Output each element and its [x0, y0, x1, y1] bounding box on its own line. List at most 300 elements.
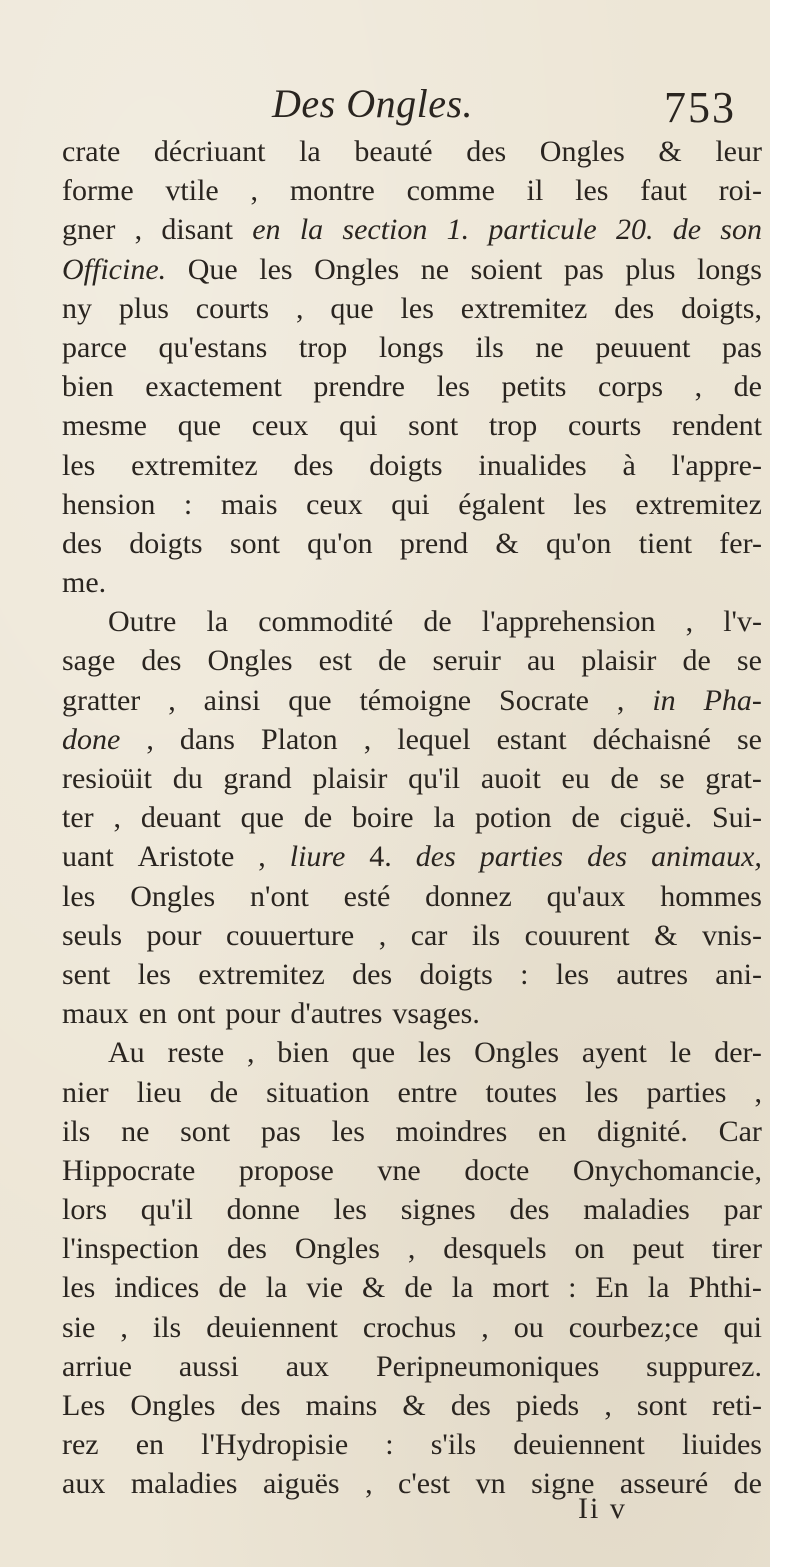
- word: der-: [714, 1036, 762, 1070]
- running-title: Des Ongles.: [272, 81, 474, 126]
- word: sont: [636, 1389, 687, 1422]
- text-line: [62, 1151, 762, 1190]
- word: plaisir: [581, 644, 657, 678]
- word: :: [385, 1428, 394, 1462]
- word: doigts: [369, 448, 443, 482]
- word: signes: [400, 1193, 476, 1227]
- word: les: [333, 1193, 367, 1227]
- word: ils: [471, 918, 501, 952]
- word: &: [362, 1271, 386, 1305]
- word: se: [736, 722, 762, 756]
- word: les: [62, 1271, 96, 1305]
- word: ciguë.: [619, 801, 693, 835]
- word: hension: [62, 487, 156, 521]
- word: couuerture: [225, 918, 355, 952]
- word: tirer: [712, 1232, 762, 1266]
- word: mesme: [62, 409, 147, 443]
- word: hommes: [660, 879, 762, 913]
- word: ny: [62, 291, 92, 325]
- word: :: [183, 487, 193, 521]
- text-line-content: [62, 171, 762, 210]
- text-line-content: [62, 1073, 762, 1112]
- word: de: [303, 801, 333, 835]
- word: c'est: [398, 1467, 451, 1501]
- text-line-content: [62, 1268, 762, 1307]
- page-number: 753: [664, 83, 736, 132]
- word: ,: [113, 801, 121, 835]
- word: des: [141, 644, 182, 678]
- text-line-content: [62, 210, 762, 249]
- text-line: [62, 524, 762, 563]
- word: ils: [62, 1114, 91, 1148]
- word: lors: [62, 1193, 107, 1227]
- word: fer-: [719, 526, 762, 560]
- word: ,: [246, 1036, 255, 1070]
- word: crochus: [362, 1310, 457, 1344]
- word: autres: [616, 957, 688, 991]
- word: la: [451, 1271, 474, 1305]
- text-line-content: [62, 563, 762, 602]
- word: ani-: [715, 957, 762, 991]
- text-line-content: [62, 798, 762, 837]
- word: à: [622, 448, 636, 482]
- word: qu'il: [140, 1193, 193, 1227]
- word: de: [423, 605, 452, 639]
- word: de: [209, 1075, 239, 1109]
- word: mort: [492, 1271, 550, 1305]
- word: couurent: [524, 918, 630, 952]
- word: de: [404, 1271, 433, 1305]
- word: par: [723, 1193, 762, 1227]
- word: sent: [62, 957, 111, 991]
- text-line-content: [62, 406, 762, 445]
- text-line-content: [62, 250, 762, 289]
- word: Ongles: [294, 1232, 380, 1266]
- word: l'appre-: [671, 448, 762, 482]
- word: bien: [62, 370, 114, 404]
- text-line: [62, 759, 762, 798]
- word: deuiennent: [206, 1310, 338, 1344]
- word: auoit: [480, 762, 541, 795]
- word: ne: [121, 1114, 150, 1148]
- word: Socrate: [499, 683, 589, 717]
- word: seruir: [432, 644, 501, 678]
- text-line-content: [62, 681, 762, 720]
- word: l'apprehension: [481, 605, 656, 639]
- word: que: [330, 291, 374, 325]
- word: de: [378, 644, 407, 678]
- word: qu'aux: [546, 879, 626, 913]
- word: de: [218, 1271, 247, 1305]
- word: vie: [306, 1271, 344, 1305]
- word: peut: [632, 1232, 685, 1266]
- word: rendent: [672, 409, 762, 443]
- word: la: [433, 801, 456, 835]
- word: rez: [62, 1428, 99, 1462]
- text-line: [62, 210, 762, 249]
- text-line: [62, 485, 762, 524]
- text-line: [62, 563, 762, 602]
- word: sie: [62, 1310, 96, 1344]
- word: :: [520, 957, 529, 991]
- text-line-content: [108, 1033, 762, 1072]
- word: potion: [474, 801, 552, 835]
- text-line: [62, 171, 762, 210]
- italic-word: 1.: [446, 213, 470, 247]
- word: l'inspection: [62, 1232, 200, 1266]
- word: de: [610, 762, 639, 795]
- word: d'autres: [290, 997, 383, 1031]
- italic-word: particule: [488, 213, 597, 247]
- word: Outre: [108, 605, 177, 639]
- text-line: [62, 1033, 762, 1072]
- word: Ongles: [474, 1036, 560, 1070]
- word: Ongles: [130, 879, 216, 913]
- word: esté: [343, 879, 391, 913]
- word: grand: [223, 762, 292, 795]
- text-line-content: [62, 1308, 762, 1347]
- word: extremitez: [198, 957, 325, 991]
- word: décriuant: [153, 135, 266, 168]
- word: égalent: [458, 487, 545, 521]
- text-line: [62, 681, 762, 720]
- word: ,: [295, 291, 304, 325]
- word: aiguës: [262, 1467, 340, 1501]
- word: faut: [640, 174, 687, 208]
- word: boire: [351, 801, 414, 835]
- word: tient: [638, 526, 693, 560]
- italic-word: 20.: [615, 213, 654, 247]
- italic-word: de: [672, 213, 702, 247]
- word: nier: [62, 1075, 109, 1109]
- word: les: [573, 487, 607, 521]
- word: ils: [475, 330, 504, 364]
- text-line: [62, 1268, 762, 1307]
- word: se: [736, 644, 762, 678]
- italic-word: section: [342, 213, 428, 247]
- text-line: [62, 877, 762, 916]
- word: montre: [289, 174, 375, 208]
- text-line-content: [62, 1229, 762, 1268]
- text-line: [62, 720, 762, 759]
- word: les: [62, 448, 96, 482]
- word: ceux: [251, 409, 309, 443]
- word: les: [417, 1036, 452, 1070]
- italic-word: in: [652, 683, 676, 717]
- text-line-content: [62, 1386, 762, 1425]
- italic-word: Pha-: [703, 683, 762, 717]
- word: la: [206, 605, 229, 639]
- word: que: [177, 409, 222, 443]
- word: pas: [260, 1114, 301, 1148]
- word: entre: [397, 1075, 458, 1109]
- word: lieu: [136, 1075, 182, 1109]
- text-line-content: [62, 641, 762, 680]
- word: sage: [62, 644, 116, 678]
- word: sont: [180, 1114, 231, 1148]
- word: ayent: [581, 1036, 647, 1070]
- word: les: [137, 957, 171, 991]
- text-line: [62, 1425, 762, 1464]
- word: sont: [408, 409, 459, 443]
- word: ,: [120, 1310, 128, 1344]
- word: ne: [535, 330, 564, 364]
- word: que: [351, 1036, 396, 1070]
- italic-word: parties: [479, 840, 564, 874]
- word: ont: [176, 997, 216, 1031]
- word: parties: [646, 1075, 727, 1109]
- word: Ongles: [314, 252, 400, 286]
- word: resioüit: [62, 762, 152, 795]
- word: grat-: [705, 762, 762, 795]
- word: aux: [285, 1349, 330, 1383]
- word: n'ont: [250, 879, 309, 913]
- text-line-content: [62, 916, 762, 955]
- word: on: [574, 1232, 605, 1266]
- word: ceux: [306, 487, 363, 521]
- text-line: [62, 916, 762, 955]
- word: extremitez: [460, 291, 588, 325]
- word: se: [659, 762, 685, 795]
- text-line: [62, 602, 762, 641]
- text-line-content: [62, 1112, 762, 1151]
- text-line-content: [62, 759, 762, 798]
- text-line: [62, 798, 762, 837]
- word: courbez;ce: [568, 1310, 699, 1344]
- word: beauté: [354, 135, 433, 168]
- body-text: [62, 132, 762, 1504]
- word: Les: [62, 1389, 106, 1422]
- word: gratter: [62, 683, 141, 717]
- word: les: [331, 1114, 365, 1148]
- word: situation: [266, 1075, 370, 1109]
- word: Phthi-: [688, 1271, 762, 1305]
- word: le: [669, 1036, 692, 1070]
- text-line: [62, 132, 762, 171]
- word: en: [538, 1114, 567, 1148]
- word: Peripneumoniques: [375, 1349, 600, 1383]
- word: il: [526, 174, 544, 208]
- text-line: [62, 446, 762, 485]
- text-line: [62, 994, 762, 1033]
- text-line-content: [62, 720, 762, 759]
- word: trop: [488, 409, 538, 443]
- word: pas: [721, 330, 762, 364]
- word: bien: [277, 1036, 329, 1070]
- word: que: [288, 683, 332, 717]
- word: ,: [363, 722, 372, 756]
- word: prendre: [313, 370, 405, 404]
- word: doigts: [129, 526, 203, 560]
- word: vtile: [165, 174, 219, 208]
- text-line: [62, 406, 762, 445]
- word: gner: [62, 213, 116, 247]
- word: que: [240, 801, 284, 835]
- word: doigts: [419, 957, 493, 991]
- word: inualides: [478, 448, 587, 482]
- word: des: [509, 1193, 550, 1227]
- word: donnez: [425, 879, 512, 913]
- word: la: [299, 135, 321, 168]
- word: mais: [220, 487, 278, 521]
- text-line-content: [62, 955, 762, 994]
- word: ,: [481, 1310, 489, 1344]
- text-line-content: [62, 328, 762, 367]
- word: pieds: [515, 1389, 580, 1422]
- word: qu'il: [408, 762, 461, 795]
- word: soient: [470, 252, 543, 286]
- word: plaisir: [312, 762, 388, 795]
- word: aussi: [178, 1349, 239, 1383]
- word: eu: [561, 762, 590, 795]
- word: longs: [378, 330, 444, 364]
- word: des: [226, 1232, 267, 1266]
- word: moindres: [395, 1114, 508, 1148]
- word: maux: [62, 997, 129, 1031]
- word: signe: [531, 1467, 595, 1501]
- text-line-content: [62, 446, 762, 485]
- word: les: [259, 252, 293, 286]
- text-line: [62, 641, 762, 680]
- word: reti-: [712, 1389, 762, 1422]
- text-line-content: [62, 1190, 762, 1229]
- word: au: [526, 644, 556, 678]
- word: uant: [62, 840, 114, 874]
- word: roi-: [718, 174, 762, 208]
- word: témoigne: [359, 683, 472, 717]
- word: des: [466, 135, 507, 168]
- word: suppurez.: [646, 1349, 762, 1383]
- text-line: [62, 289, 762, 328]
- word: l'v-: [723, 605, 762, 639]
- text-line-content: [62, 1425, 762, 1464]
- word: docte: [464, 1153, 530, 1187]
- word: deuiennent: [513, 1428, 645, 1462]
- text-line: [62, 837, 762, 876]
- word: de: [682, 644, 711, 678]
- text-line-content: [108, 602, 762, 641]
- word: pas: [563, 252, 604, 286]
- word: ,: [168, 683, 176, 717]
- word: qu'on: [546, 526, 612, 560]
- italic-word: la: [299, 213, 324, 247]
- word: ils: [152, 1310, 182, 1344]
- word: Ongles: [207, 644, 293, 678]
- word: les: [555, 957, 590, 991]
- word: lequel: [397, 722, 471, 756]
- word: vnis-: [701, 918, 762, 952]
- word: ne: [420, 252, 450, 286]
- word: des: [352, 957, 393, 991]
- word: s'ils: [430, 1428, 477, 1462]
- word: plus: [118, 291, 169, 325]
- word: reste: [167, 1036, 225, 1070]
- text-line: [62, 955, 762, 994]
- word: toutes: [485, 1075, 558, 1109]
- word: &: [654, 918, 678, 952]
- word: Ongles: [539, 135, 625, 168]
- word: Au: [108, 1036, 145, 1070]
- word: extremitez: [131, 448, 258, 482]
- word: la: [265, 1271, 288, 1305]
- word: &: [402, 1389, 426, 1422]
- word: ,: [685, 605, 694, 639]
- text-line: [62, 1386, 762, 1425]
- italic-word: animaux,: [651, 840, 762, 874]
- word: la: [647, 1271, 670, 1305]
- word: des: [62, 526, 102, 560]
- word: comme: [406, 174, 495, 208]
- word: leur: [715, 135, 762, 168]
- text-line-content: [62, 1464, 762, 1503]
- word: En: [595, 1271, 629, 1305]
- word: longs: [696, 252, 762, 286]
- word: qui: [339, 409, 378, 443]
- word: maladies: [583, 1193, 690, 1227]
- word: ainsi: [203, 683, 261, 717]
- text-line-content: [62, 994, 762, 1033]
- italic-word: des: [587, 840, 628, 874]
- word: donne: [226, 1193, 300, 1227]
- page-edge-margin: [770, 0, 800, 1567]
- text-line-content: [62, 367, 762, 406]
- word: les: [400, 291, 434, 325]
- word: plus: [625, 252, 676, 286]
- word: en: [138, 997, 167, 1031]
- word: ,: [616, 683, 625, 717]
- word: seuls: [62, 918, 122, 952]
- word: propose: [238, 1153, 334, 1187]
- word: corps: [598, 370, 663, 404]
- text-line-content: [62, 132, 762, 171]
- word: pour: [146, 918, 202, 952]
- text-line: [62, 328, 762, 367]
- word: liuides: [681, 1428, 762, 1462]
- word: est: [318, 644, 352, 678]
- text-line-content: [62, 877, 762, 916]
- text-line: [62, 250, 762, 289]
- word: de: [733, 370, 762, 404]
- word: dans: [179, 722, 235, 756]
- word: aux: [62, 1467, 106, 1501]
- word: forme: [62, 174, 134, 208]
- word: prend: [399, 526, 469, 560]
- word: des: [240, 1389, 281, 1422]
- word: Sui-: [711, 801, 762, 835]
- word: de: [733, 1467, 762, 1501]
- word: des: [293, 448, 334, 482]
- word: Aristote: [137, 840, 235, 874]
- word: les: [575, 174, 609, 208]
- word: &: [658, 135, 682, 168]
- italic-word: son: [720, 213, 762, 247]
- word: car: [410, 918, 448, 952]
- text-line: [62, 1112, 762, 1151]
- word: estant: [496, 722, 567, 756]
- word: qu'on: [307, 526, 373, 560]
- word: de: [571, 801, 600, 835]
- word: ,: [694, 370, 703, 404]
- word: courts: [195, 291, 270, 325]
- signature-mark: Ii v: [578, 1492, 627, 1525]
- word: deuant: [140, 801, 221, 835]
- text-line-content: [62, 1347, 762, 1386]
- word: les: [62, 879, 96, 913]
- word: qui: [391, 487, 430, 521]
- italic-word: done: [62, 722, 121, 756]
- word: qu'estans: [158, 330, 268, 364]
- word: asseuré: [619, 1467, 709, 1501]
